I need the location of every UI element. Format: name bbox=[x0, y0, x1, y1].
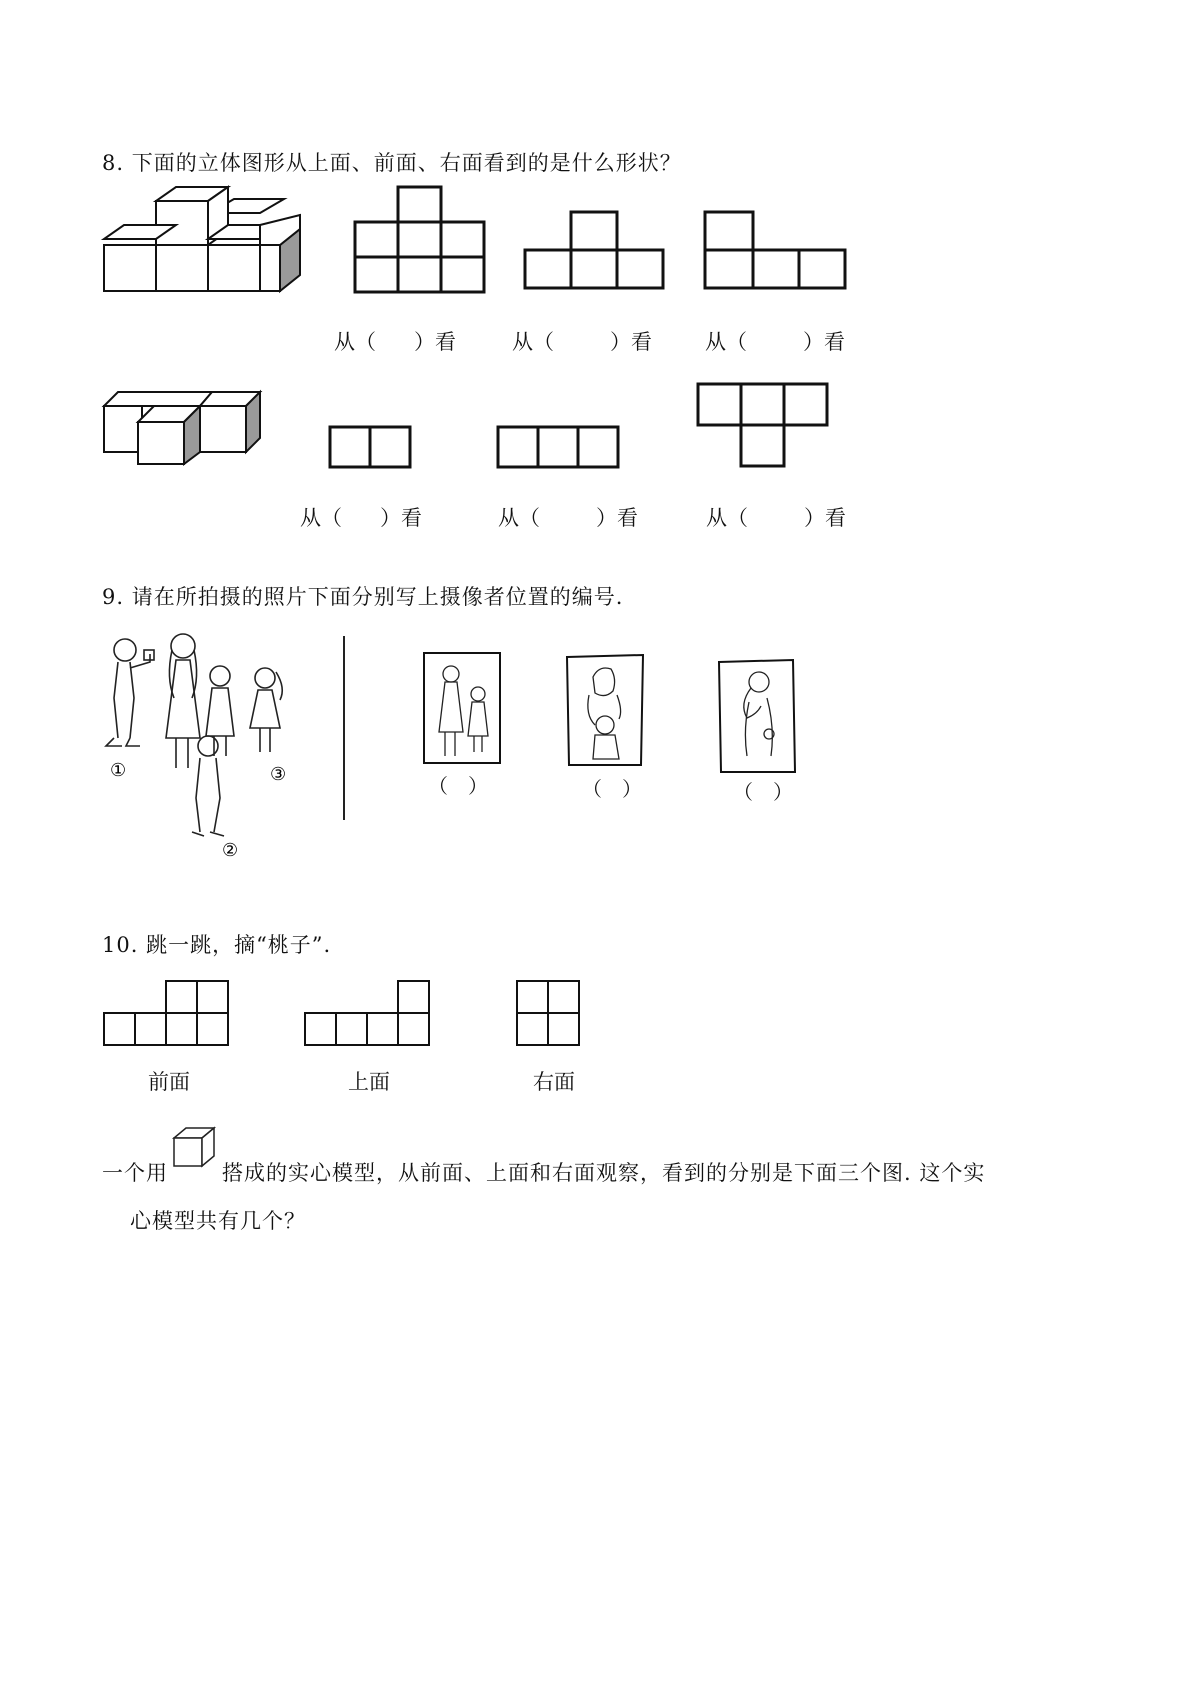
q9-photo-1 bbox=[423, 652, 501, 764]
q9-divider bbox=[343, 636, 345, 820]
q8-view-label-d bbox=[300, 502, 422, 532]
q10-title: 10. 跳一跳，摘“桃子”. bbox=[102, 933, 332, 957]
q8-view-grid-e bbox=[498, 425, 623, 470]
q9-photo-2 bbox=[565, 655, 645, 767]
q10-front-view-grid bbox=[104, 980, 234, 1048]
q8-view-label-a bbox=[334, 326, 456, 356]
q8-view-label-e bbox=[498, 502, 638, 532]
q10-text-before-cube: 一个用 bbox=[102, 1161, 168, 1185]
view-label-from: 从（ bbox=[300, 506, 342, 530]
q8-solid-figure-2 bbox=[100, 388, 270, 468]
q10-view-label-top: 上面 bbox=[348, 1070, 390, 1094]
q10-right-view-grid bbox=[517, 980, 585, 1048]
q10-view-label-right: 右面 bbox=[533, 1070, 575, 1094]
q8-view-grid-c bbox=[705, 210, 850, 295]
view-label-look: ）看 bbox=[610, 330, 652, 354]
view-label-look: ）看 bbox=[596, 506, 638, 530]
q8-view-grid-f bbox=[698, 384, 833, 469]
q10-view-label-front: 前面 bbox=[148, 1070, 190, 1094]
q9-scene-illustration bbox=[100, 628, 300, 861]
cube-icon bbox=[170, 1126, 218, 1170]
q8-view-grid-d bbox=[330, 425, 415, 470]
position-marker-3: ③ bbox=[270, 764, 287, 785]
q8-solid-figure-1 bbox=[100, 185, 310, 295]
q9-answer-blank-1[interactable]: （ ） bbox=[428, 774, 488, 798]
q9-answer-blank-2[interactable]: （ ） bbox=[582, 777, 642, 801]
view-label-from: 从（ bbox=[512, 330, 554, 354]
q10-top-view-grid bbox=[305, 980, 435, 1048]
q8-title: 8. 下面的立体图形从上面、前面、右面看到的是什么形状？ bbox=[102, 151, 682, 175]
position-marker-1: ① bbox=[110, 760, 127, 781]
q8-view-label-f bbox=[706, 502, 846, 532]
q10-text-line2: 心模型共有几个？ bbox=[130, 1209, 306, 1233]
view-label-from: 从（ bbox=[498, 506, 540, 530]
q8-view-grid-b bbox=[525, 210, 665, 295]
view-label-from: 从（ bbox=[705, 330, 747, 354]
q8-view-label-c bbox=[705, 326, 845, 356]
q10-text-after-cube: 搭成的实心模型，从前面、上面和右面观察，看到的分别是下面三个图. 这个实 bbox=[222, 1161, 986, 1185]
view-label-from: 从（ bbox=[334, 330, 376, 354]
view-label-look: ）看 bbox=[380, 506, 422, 530]
view-label-look: ）看 bbox=[804, 506, 846, 530]
q9-answer-blank-3[interactable]: （ ） bbox=[733, 780, 793, 804]
q8-view-grid-a bbox=[355, 185, 490, 295]
q9-title: 9. 请在所拍摄的照片下面分别写上摄像者位置的编号. bbox=[102, 585, 624, 609]
view-label-look: ）看 bbox=[803, 330, 845, 354]
q9-photo-3 bbox=[717, 658, 797, 774]
view-label-from: 从（ bbox=[706, 506, 748, 530]
q8-view-label-b bbox=[512, 326, 652, 356]
position-marker-2: ② bbox=[222, 840, 239, 861]
view-label-look: ）看 bbox=[414, 330, 456, 354]
